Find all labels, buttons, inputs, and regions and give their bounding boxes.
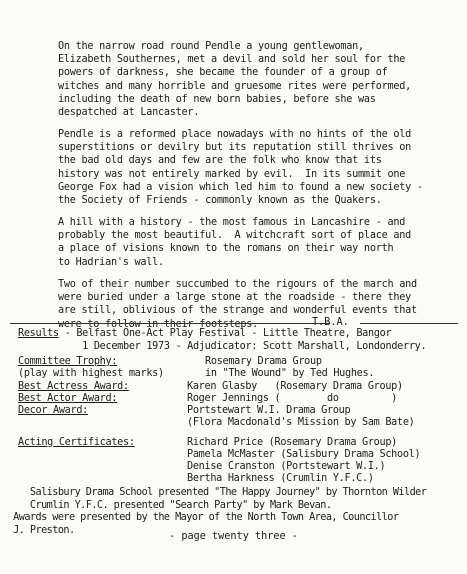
decor-award-label: Decor Award: — [18, 405, 89, 416]
results-line2: 1 December 1973 - Adjudicator: Scott Marshall, Londonderry. — [18, 341, 427, 352]
acting-certificates-label: Acting Certificates: — [18, 437, 135, 448]
paragraph-4: Two of their number succumbed to the rigours of the march and were buried under a large stone at the roadside - there they are still, oblivious of the strange and wonderful events that were to follow in their footsteps. — [58, 279, 417, 330]
acting-certificate-4: Bertha Harkness (Crumlin Y.F.C.) — [187, 473, 374, 484]
page-number: - page twenty three - — [169, 531, 298, 542]
committee-trophy-value-1: Rosemary Drama Group — [205, 356, 322, 367]
best-actor-label: Best Actor Award: — [18, 393, 118, 404]
divider-right — [360, 323, 458, 324]
divider-left — [10, 323, 330, 324]
results-header — [18, 327, 426, 353]
decor-award-value-1: Portstewart W.I. Drama Group — [187, 405, 351, 416]
paragraph-2: Pendle is a reformed place nowadays with no hints of the old superstitions or devilry but its reputation still thrives on the bad old days and few are the folk who know that its history was not entirely marked by evil. In its summit one George Fox had a vision which led him to found a new society - the Society of Friends - commonly known as the Quakers. — [58, 129, 423, 207]
committee-trophy-value-2: in "The Wound" by Ted Hughes. — [205, 368, 375, 379]
best-actress-label: Best Actress Award: — [18, 381, 129, 392]
paragraph-3: A hill with a history - the most famous in Lancashire - and probably the most beautiful. A witchcraft sort of place and a place of visions known to the romans on their way north to Hadrian's wall. — [58, 217, 412, 268]
paragraph-1: On the narrow road round Pendle a young gentlewoman, Elizabeth Southernes, met a devil and sold her soul for the powers of darkness, she became the founder of a group of witches and many horrible and gruesome rites were performed, including the death of new born babies, before she was despatched at Lancaster. — [58, 41, 412, 119]
decor-award-value-2: (Flora Macdonald's Mission by Sam Bate) — [187, 417, 415, 428]
acting-certificate-3: Denise Cranston (Portstewart W.I.) — [187, 461, 386, 472]
committee-trophy-sub: (play with highest marks) — [18, 368, 164, 379]
best-actress-value: Karen Glasby (Rosemary Drama Group) — [187, 381, 403, 392]
acting-certificate-1: Richard Price (Rosemary Drama Group) — [187, 437, 398, 448]
signature: T.B.A. — [312, 317, 349, 328]
results-line1: - Belfast One-Act Play Festival - Little Theatre, Bangor — [58, 328, 392, 339]
best-actor-value: Roger Jennings ( do ) — [187, 393, 398, 404]
acting-certificate-2: Pamela McMaster (Salisbury Drama School) — [187, 449, 421, 460]
committee-trophy-label: Committee Trophy: — [18, 356, 118, 367]
results-label: Results — [18, 328, 59, 339]
closing-notes: Salisbury Drama School presented "The Happy Journey" by Thornton Wilder Crumlin Y.F.C. presented "Search Party" by Mark Bevan. Awards were presented by the Mayor of the North Town Area, Councillor J. Preston. — [13, 487, 427, 536]
